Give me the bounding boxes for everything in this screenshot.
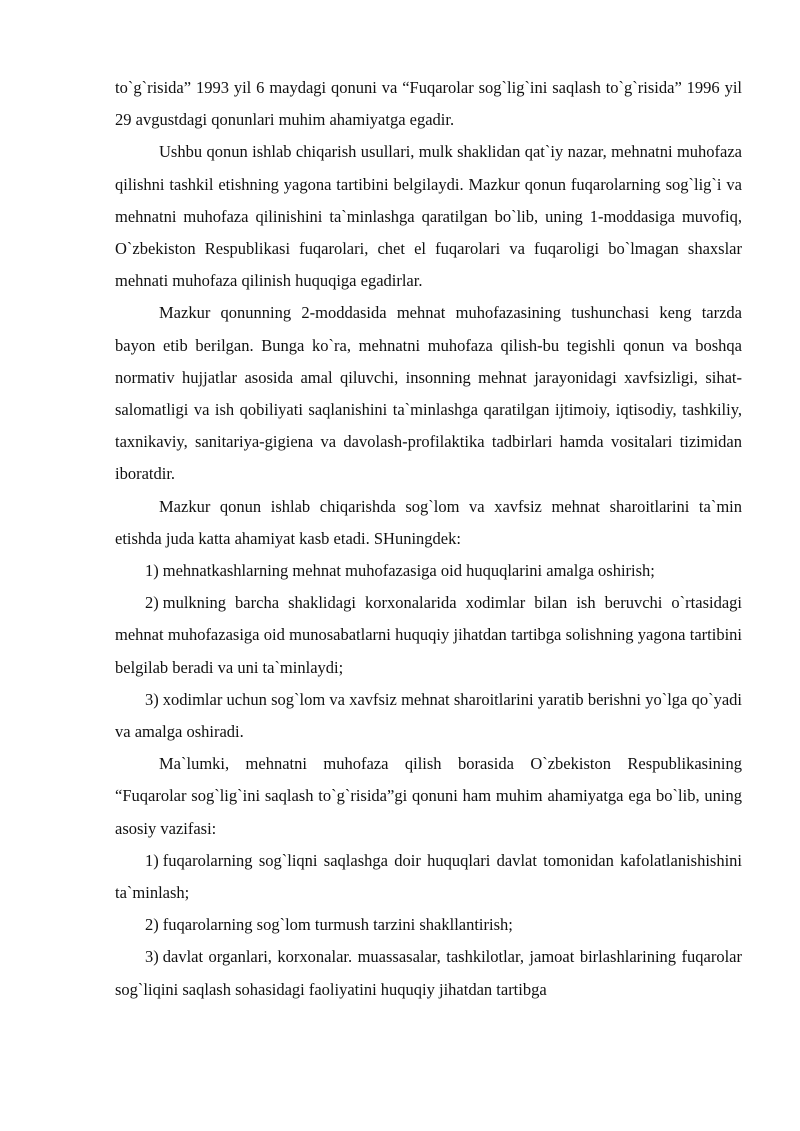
paragraph: Ma`lumki, mehnatni muhofaza qilish borasida O`zbekiston Respublikasining “Fuqarolar sog`lig`ini saqlash to`g`risida”gi qonuni ham muhim ahamiyatga ega bo`lib, uning asosiy vazifasi: (115, 754, 742, 838)
list-item-text: mulkning barcha shaklidagi korxonalarida xodimlar bilan ish beruvchi o`rtasidagi mehnat muhofazasiga oid munosabatlarni huquqiy jihatdan tartibga solishning yagona tartibini belgilab beradi va uni ta`minlaydi; (115, 593, 742, 677)
list-item-text: fuqarolarning sog`liqni saqlashga doir huquqlari davlat tomonidan kafolatlanishishini ta`minlash; (115, 850, 742, 903)
paragraph: Mazkur qonunning 2-moddasida mehnat muhofazasining tushunchasi keng tarzda bayon etib berilgan. Bunga ko`ra, mehnatni muhofaza qilish-bu tegishli qonun va boshqa normativ hujjatlar asosida amal qiluvchi, insonning mehnat jarayonidagi xavfsizligi, sihat-salomatligi va ish qobiliyati saqlanishini ta`minlashga qaratilgan ijtimoiy, iqtisodiy, tashkiliy, taxnikaviy, sanitariya-gigiena va davolash-profilaktika tadbirlari hamda vositalari tizimidan iboratdir. (115, 303, 742, 484)
document-page (115, 72, 742, 1006)
paragraph: Ushbu qonun ishlab chiqarish usullari, mulk shaklidan qat`iy nazar, mehnatni muhofaza qilishni tashkil etishning yagona tartibini belgilaydi. Mazkur qonun fuqarolarning sog`lig`i va mehnatni muhofaza qilinishini ta`minlashga qaratilgan bo`lib, uning 1-moddasiga muvofiq, O`zbekiston Respublikasi fuqarolari, chet el fuqarolari va fuqaroligi bo`lmagan shaxslar mehnati muhofaza qilinish huquqiga egadirlar. (115, 142, 742, 291)
list-item (115, 684, 742, 748)
list-item-number: 3) (145, 689, 159, 709)
list-item-text: xodimlar uchun sog`lom va xavfsiz mehnat sharoitlarini yaratib berishni yo`lga qo`yadi va amalga oshiradi. (115, 689, 742, 742)
list-item-number: 1) (145, 850, 159, 870)
list-item (115, 845, 742, 909)
list-item-number: 2) (145, 593, 159, 613)
list-item-number: 3) (145, 947, 159, 967)
list-item (115, 909, 742, 941)
paragraph: Mazkur qonun ishlab chiqarishda sog`lom va xavfsiz mehnat sharoitlarini ta`min etishda juda katta ahamiyat kasb etadi. SHuningdek: (115, 496, 742, 548)
list-item (115, 555, 742, 587)
list-item (115, 587, 742, 684)
list-item-number: 1) (145, 561, 159, 581)
list-item-number: 2) (145, 915, 159, 935)
list-item-text: fuqarolarning sog`lom turmush tarzini shakllantirish; (162, 915, 513, 935)
list-item (115, 941, 742, 1005)
paragraph: to`g`risida” 1993 yil 6 maydagi qonuni va “Fuqarolar sog`lig`ini saqlash to`g`risida” 1996 yil 29 avgustdagi qonunlari muhim ahamiyatga egadir. (115, 78, 742, 130)
list-item-text: mehnatkashlarning mehnat muhofazasiga oid huquqlarini amalga oshirish; (162, 561, 655, 581)
list-item-text: davlat organlari, korxonalar. muassasalar, tashkilotlar, jamoat birlashlarining fuqarolar sog`liqini saqlash sohasidagi faoliyatini huquqiy jihatdan tartibga (115, 947, 742, 999)
